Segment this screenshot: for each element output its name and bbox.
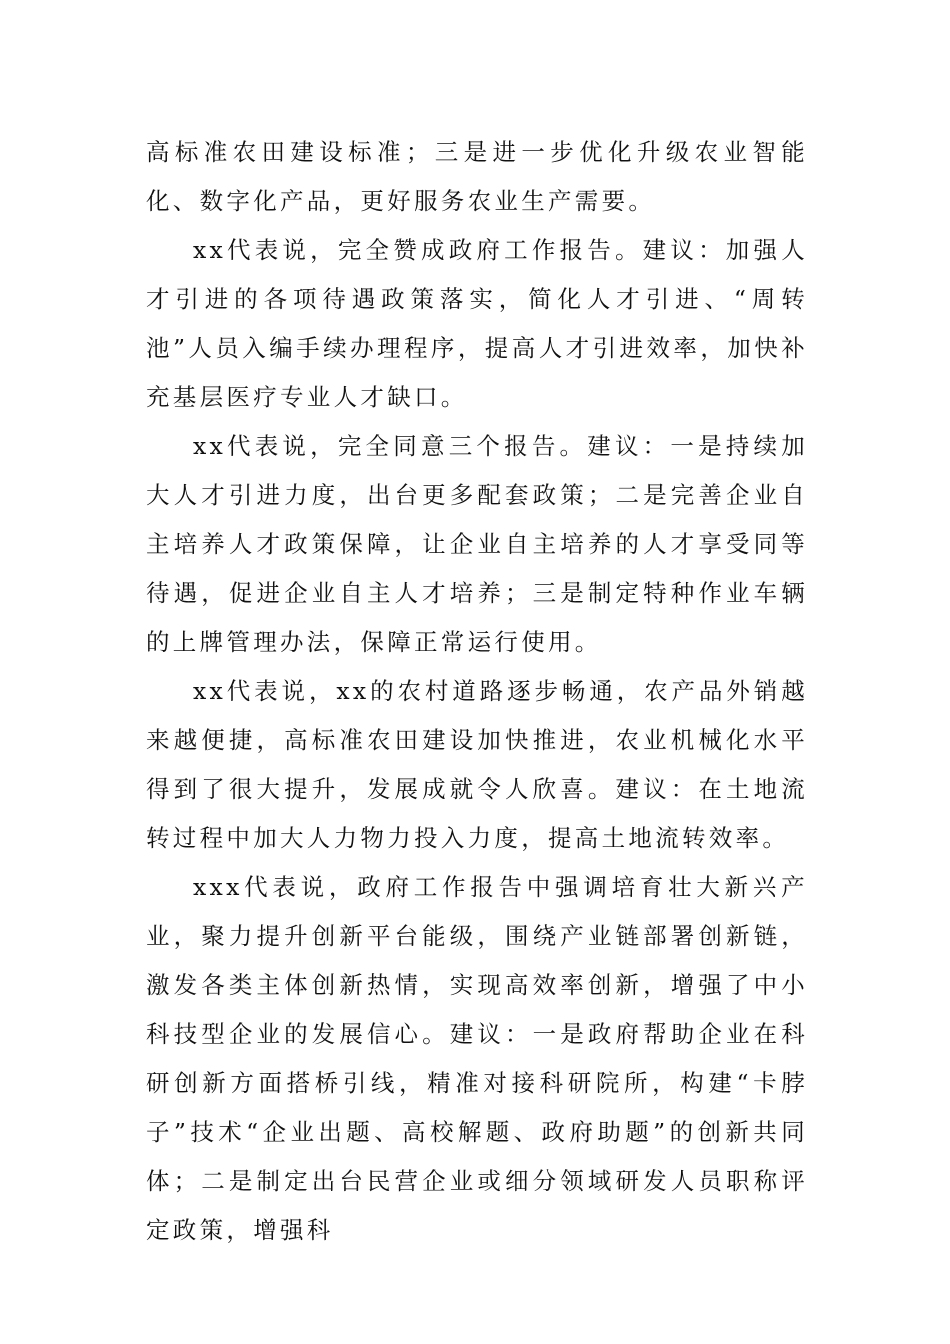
paragraph-2: xx代表说，完全赞成政府工作报告。建议：加强人才引进的各项待遇政策落实，简化人才引进、“周转池”人员入编手续办理程序，提高人才引进效率，加快补充基层医疗专业人才缺口。: [146, 236, 808, 411]
document-body: [146, 128, 808, 1255]
paragraph-1: 高标准农田建设标准；三是进一步优化升级农业智能化、数字化产品，更好服务农业生产需要。: [146, 138, 808, 215]
paragraph-5: xxx代表说，政府工作报告中强调培育壮大新兴产业，聚力提升创新平台能级，围绕产业链部署创新链，激发各类主体创新热情，实现高效率创新，增强了中小科技型企业的发展信心。建议：一是政府帮助企业在科研创新方面搭桥引线，精准对接科研院所，构建“卡脖子”技术“企业出题、高校解题、政府助题”的创新共同体；二是制定出台民营企业或细分领域研发人员职称评定政策，增强科: [146, 873, 808, 1244]
paragraph-3: xx代表说，完全同意三个报告。建议：一是持续加大人才引进力度，出台更多配套政策；二是完善企业自主培养人才政策保障，让企业自主培养的人才享受同等待遇，促进企业自主人才培养；三是制定特种作业车辆的上牌管理办法，保障正常运行使用。: [146, 432, 808, 656]
paragraph-4: xx代表说，xx的农村道路逐步畅通，农产品外销越来越便捷，高标准农田建设加快推进，农业机械化水平得到了很大提升，发展成就令人欣喜。建议：在土地流转过程中加大人力物力投入力度，提高土地流转效率。: [146, 677, 808, 852]
